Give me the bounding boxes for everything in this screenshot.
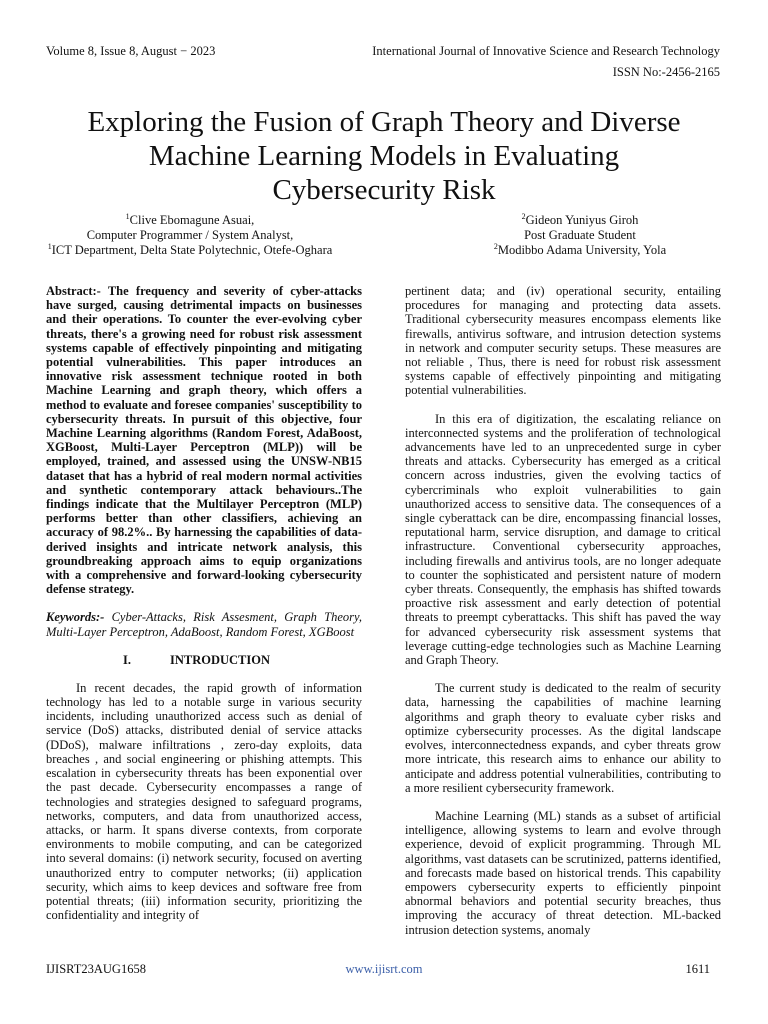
author-name-right: $^2$Gideon Yuniyus Giroh — [521, 211, 639, 227]
issn: ISSN No:-2456-2165 — [612, 65, 720, 79]
paragraph-machine-learning: Machine Learning (ML) stands as a subset of artificial intelligence, allowing systems to learn and evolve through experience, devoid of explicit programming. Through ML algorithms, vast datasets can be scrutinized, patterns identified, and forecasts made based on historical trends. This capability empowers cybersecurity experts to efficiently pinpoint abnormal behaviors and potential security breaches, thus improving the accuracy of threat detection. ML-backed intrusion detection systems, anomaly — [405, 808, 721, 937]
keywords-text: Cyber-Attacks, Risk Assesment, Graph Theory, Multi-Layer Perceptron, AdaBoost, Random Forest, XGBoost — [46, 610, 362, 639]
author-affiliation-left: $^1$ICT Department, Delta State Polytechnic, Otefe-Oghara — [47, 241, 333, 257]
section-title: INTRODUCTION — [170, 652, 271, 667]
journal-name: International Journal of Innovative Science and Research Technology — [372, 44, 720, 58]
journal-website-link[interactable]: www.ijisrt.com — [345, 962, 423, 976]
author-role-left: Computer Programmer / System Analyst, — [86, 228, 294, 242]
section-heading — [46, 653, 362, 667]
title-line-2: Machine Learning Models in Evaluating — [148, 140, 620, 173]
page-number: 1611 — [685, 962, 710, 976]
paper-id: IJISRT23AUG1658 — [46, 962, 146, 976]
author-block-left — [40, 213, 340, 258]
title-line-3: Cybersecurity Risk — [272, 174, 496, 207]
intro-paragraph-1: In recent decades, the rapid growth of information technology has led to a notable surge in various security incidents, including unauthorized access such as denial of service (DoS) attacks, distributed denial of service attacks (DDoS), malware infiltrations , zero-day exploits, data breaches , and social engineering or phishing attempts. This escalation in cybersecurity threats has been exponential over the past decade. Cybersecurity encompasses a range of technologies and strategies designed to safeguard programs, networks, computers, and data from unauthorized access, attacks, or harm. It spans diverse contexts, from corporate environments to mobile computing, and can be categorized into several domains: (i) network security, focused on averting unauthorized entry to computer networks; (ii) application security, which aims to keep devices and software free from potential threats; (iii) information security, prioritizing the confidentiality and integrity of — [46, 680, 362, 923]
right-column — [405, 284, 721, 937]
section-number: I. — [123, 652, 131, 667]
author-affiliation-right: $^2$Modibbo Adama University, Yola — [493, 241, 667, 257]
author-name-left: $^1$Clive Ebomagune Asuai, — [125, 211, 255, 227]
author-role-right: Post Graduate Student — [524, 228, 636, 242]
keywords — [46, 610, 362, 638]
title-line-1: Exploring the Fusion of Graph Theory and Diverse — [87, 106, 681, 139]
paragraph-digitization: In this era of digitization, the escalating reliance on interconnected systems and the proliferation of technological advancements have led to an unprecedented surge in cyber threats and attacks. Cybersecurity has emerged as a critical concern across industries, given the evolving tactics of cybercriminals who exploit vulnerabilities to gain unauthorized access to sensitive data. The consequences of a single cyberattack can be dire, encompassing financial losses, reputational harm, service disruption, and damage to critical infrastructure. Conventional cybersecurity approaches, including firewalls and antivirus tools, are no longer adequate to counter the sophisticated and persistent nature of modern cyber threats. Consequently, the emphasis has shifted towards proactive risk assessment and early detection of potential threats to preempt cyberattacks. This shift has paved the way for advanced cybersecurity risk assessment systems that leverage cutting-edge technologies such as Machine Learning and Graph Theory. — [405, 411, 721, 668]
paragraph-current-study: The current study is dedicated to the realm of security data, harnessing the capabilities of machine learning algorithms and graph theory to evaluate cyber risks and optimize cybersecurity processes. As the digital landscape evolves, interconnectedness expands, and cyber threats grow more intricate, this research aims to enhance our ability to anticipate and address potential vulnerabilities, contributing to a more resilient cybersecurity framework. — [405, 681, 721, 795]
volume-issue: Volume 8, Issue 8, August − 2023 — [46, 44, 216, 58]
abstract: Abstract:- The frequency and severity of cyber-attacks have surged, causing detrimental impacts on businesses and their operations. To counter the ever-evolving cyber threats, there's a growing need for robust risk assessment systems capable of effectively pinpointing and mitigating potential vulnerabilities. This paper introduces an innovative risk assessment technique rooted in both Machine Learning and graph theory, which offers a method to evaluate and foresee companies' susceptibility to cybersecurity threats. In pursuit of this objective, four Machine Learning algorithms (Random Forest, AdaBoost, XGBoost, Multi-Layer Perceptron (MLP)) will be employed, trained, and assessed using the UNSW-NB15 dataset that has a hybrid of real modern normal activities and synthetic contemporary attack behaviours..The findings indicate that the Multilayer Perceptron (MLP) performs better than other classifiers, achieving an accuracy of 98.2%.. By harnessing the capabilities of data-derived insights and intricate network analysis, this groundbreaking approach aims to equip organizations with a comprehensive and forward-looking cybersecurity defense strategy. — [46, 284, 362, 597]
paper-title — [40, 105, 728, 207]
left-column — [46, 284, 362, 922]
author-block-right — [430, 213, 730, 258]
continued-paragraph: pertinent data; and (iv) operational security, entailing procedures for managing and protecting data assets. Traditional cybersecurity measures encompass elements like firewalls, antivirus software, and intrusion detection systems in network and computer security setups. These measures are not reliable , Thus, there is need for robust risk assessment systems capable of effectively pinpointing and mitigating potential vulnerabilities. — [405, 284, 721, 398]
keywords-label: Keywords:- — [46, 610, 105, 625]
